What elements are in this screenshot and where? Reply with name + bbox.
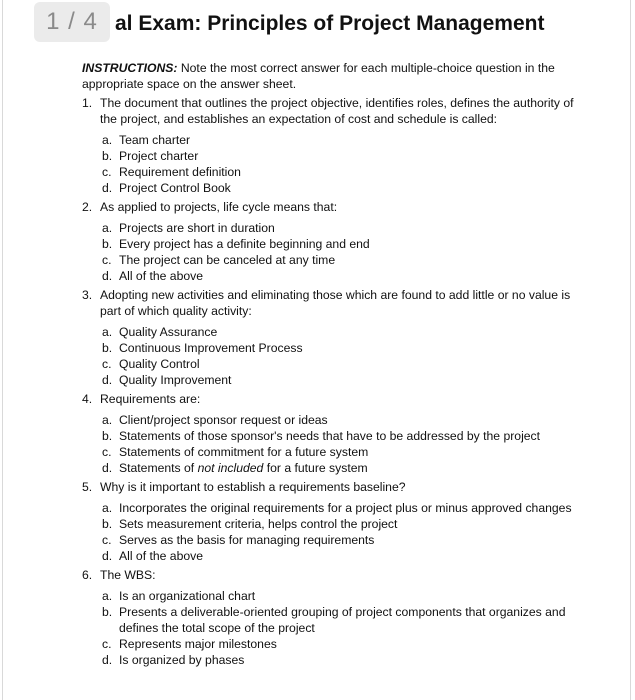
option-c: c. Quality Control <box>102 357 200 371</box>
question-number: 6. <box>82 568 93 582</box>
question-text: Adopting new activities and eliminating those which are found to add little or no value is part of which quality activity: <box>100 288 571 318</box>
option-list <box>100 500 590 564</box>
option-a: a. Projects are short in duration <box>102 221 275 235</box>
question-5 <box>82 479 590 564</box>
question-number: 2. <box>82 200 93 214</box>
instructions-text: Note the most correct answer for each multiple-choice question in the appropriate space on the answer sheet. <box>82 61 555 91</box>
option-b: b. Statements of those sponsor's needs that have to be addressed by the project <box>102 429 541 443</box>
option-d: d. Quality Improvement <box>102 373 232 387</box>
option-b: b. Sets measurement criteria, helps control the project <box>102 517 398 531</box>
option-b: b. Every project has a definite beginning and end <box>102 237 370 251</box>
question-4 <box>82 391 590 476</box>
option-list <box>100 132 590 196</box>
option-b: b. Presents a deliverable-oriented grouping of project components that organizes and defines the total scope of the project <box>102 605 566 635</box>
page-counter: 1 / 4 <box>34 2 110 42</box>
question-text: Requirements are: <box>100 392 201 406</box>
question-text: Why is it important to establish a requirements baseline? <box>100 480 406 494</box>
option-a: a. Incorporates the original requirements for a project plus or minus approved changes <box>102 501 572 515</box>
option-a: a. Is an organizational chart <box>102 589 256 603</box>
option-d: d. Is organized by phases <box>102 653 245 667</box>
question-1 <box>82 95 590 196</box>
option-d: d. All of the above <box>102 549 204 563</box>
question-6 <box>82 567 590 668</box>
option-b: b. Project charter <box>102 149 199 163</box>
option-list <box>100 220 590 284</box>
option-c: c. The project can be canceled at any time <box>102 253 336 267</box>
option-c: c. Statements of commitment for a future system <box>102 445 369 459</box>
option-c: c. Requirement definition <box>102 165 241 179</box>
option-a: a. Team charter <box>102 133 191 147</box>
option-d: d. Statements of not included for a future system <box>102 461 368 475</box>
option-list <box>100 412 590 476</box>
question-text: The document that outlines the project objective, identifies roles, defines the authority of the project, and establishes an expectation of cost and schedule is called: <box>100 96 574 126</box>
document-body <box>82 60 590 668</box>
option-a: a. Quality Assurance <box>102 325 218 339</box>
question-number: 1. <box>82 96 93 110</box>
question-text: As applied to projects, life cycle means that: <box>100 200 338 214</box>
option-list <box>100 588 590 668</box>
option-d: d. All of the above <box>102 269 204 283</box>
instructions-label: INSTRUCTIONS: <box>82 61 178 75</box>
instructions <box>82 60 590 92</box>
option-d: d. Project Control Book <box>102 181 231 195</box>
question-number: 5. <box>82 480 93 494</box>
option-c: c. Serves as the basis for managing requirements <box>102 533 375 547</box>
question-2 <box>82 199 590 284</box>
option-a: a. Client/project sponsor request or ideas <box>102 413 328 427</box>
option-c: c. Represents major milestones <box>102 637 277 651</box>
document-title: al Exam: Principles of Project Management <box>115 12 545 35</box>
question-text: The WBS: <box>100 568 156 582</box>
question-3 <box>82 287 590 388</box>
option-list <box>100 324 590 388</box>
option-b: b. Continuous Improvement Process <box>102 341 303 355</box>
question-number: 3. <box>82 288 93 302</box>
question-number: 4. <box>82 392 93 406</box>
